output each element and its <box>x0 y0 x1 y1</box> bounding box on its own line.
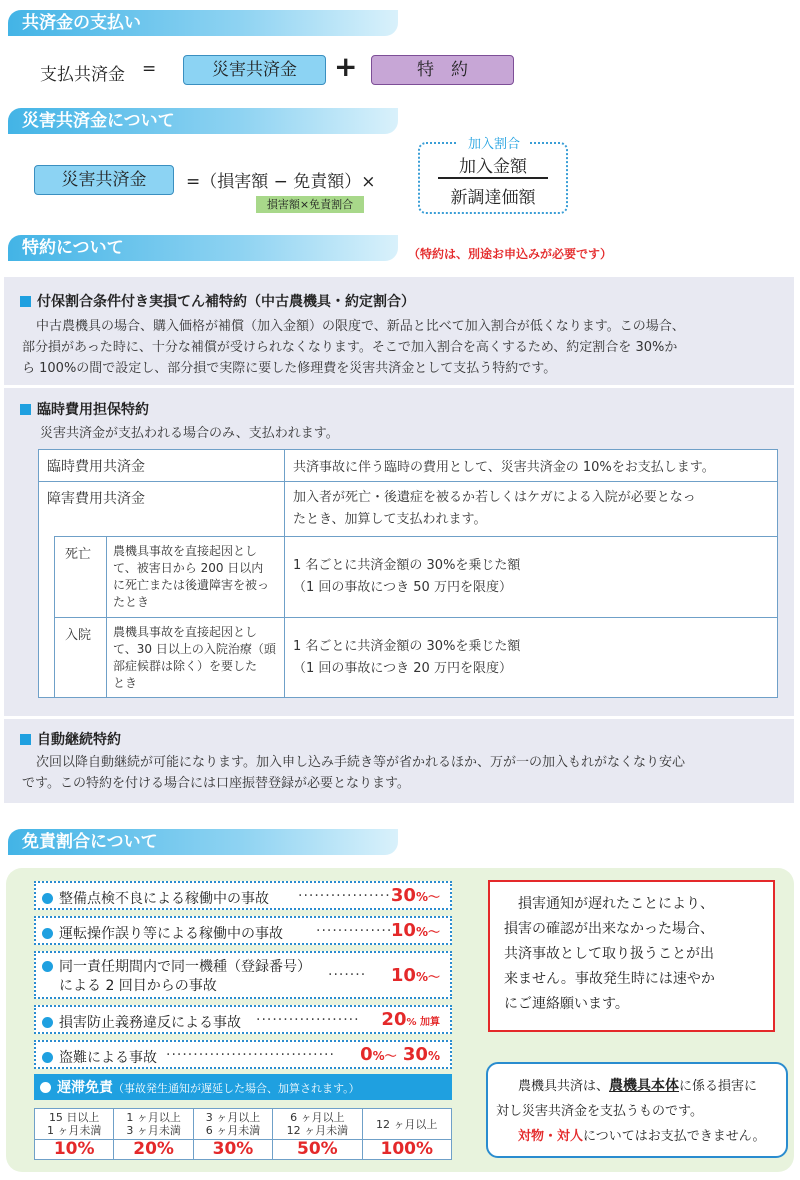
item-body <box>22 752 685 794</box>
cell-line: 部症候群は除く）を要した <box>113 658 258 673</box>
dot-bullet-icon <box>42 961 53 972</box>
dotted-leader: ·············· <box>316 923 393 939</box>
section-header-payment: 共済金の支払い <box>8 10 398 36</box>
pct-value: 10 <box>390 920 416 941</box>
deductible-row <box>34 1005 452 1034</box>
row-label-text: による 2 回目からの事故 <box>59 978 217 994</box>
notice-line: 共済事故として取り扱うことが出 <box>504 946 714 962</box>
deductible-row <box>34 916 452 945</box>
panel-divider <box>4 385 794 388</box>
cell-line: （1 回の事故につき 20 万円を限度） <box>293 660 512 676</box>
row-label <box>42 1012 241 1032</box>
cell-line: 農機具事故を直接起因とし <box>113 544 258 558</box>
late-title: 遅滞免責 <box>57 1080 113 1096</box>
formula-subnote: 損害額×免責割合 <box>256 196 364 213</box>
body-line: 部分損があった時に、十分な補償が受けられなくなります。そこで加入割合を高くするため、約定割合を 30%か <box>22 340 678 355</box>
pct-value: 30 <box>390 885 416 906</box>
table-row <box>39 450 778 482</box>
item-title <box>20 729 121 749</box>
formula-text: =（損害額 − 免責額）× <box>186 172 376 192</box>
table-cell <box>285 537 778 618</box>
late-notice-bar <box>34 1074 452 1100</box>
item-intro: 災害共済金が支払われる場合のみ、支払われます。 <box>40 426 339 441</box>
late-table <box>34 1108 452 1160</box>
info-line: 農機具共済は、農機具本体に係る損害に <box>518 1078 758 1094</box>
item-title-text: 付保割合条件付き実損てん補特約（中古農機具・約定割合） <box>37 294 415 310</box>
pct-unit: % 加算 <box>406 1017 440 1028</box>
deductible-pct <box>391 920 440 941</box>
panel-divider <box>4 716 794 719</box>
pct-value: 30 <box>402 1044 428 1065</box>
table-cell: 入院 <box>55 618 107 698</box>
value-cell: 10% <box>35 1140 114 1160</box>
item-title <box>20 291 415 311</box>
pct-value: 10 <box>390 965 416 986</box>
table-cell: 障害費用共済金 <box>39 482 285 537</box>
cell-line: たとき <box>113 595 150 609</box>
cell-line: て、被害日から 200 日以内 <box>113 561 264 575</box>
value-cell: 30% <box>193 1140 272 1160</box>
dotted-leader: ······· <box>328 967 367 983</box>
table-row <box>35 1140 452 1160</box>
table-cell <box>285 482 778 537</box>
body-line: ら 100%の間で設定し、部分損で実際に要した修理費を災害共済金として支払う特約です。 <box>22 361 557 376</box>
square-bullet-icon <box>20 734 31 745</box>
period-cell: 1 ヶ月以上 3 ヶ月未満 <box>114 1109 193 1140</box>
row-label <box>42 888 269 908</box>
cell-line: たとき、加算して支払われます。 <box>293 512 487 527</box>
body-line: です。この特約を付ける場合には口座振替登録が必要となります。 <box>22 776 410 791</box>
table-cell: 共済事故に伴う臨時の費用として、災害共済金の 10%をお支払します。 <box>285 450 778 482</box>
value-cell: 20% <box>114 1140 193 1160</box>
disaster-payout-formula-box: 災害共済金 <box>34 165 174 195</box>
special-terms-box: 特 約 <box>371 55 514 85</box>
pct-unit: %〜 <box>415 970 440 984</box>
table-row <box>39 618 778 698</box>
special-terms-note: （特約は、別途お申込みが必要です） <box>408 247 613 261</box>
table-row <box>39 482 778 537</box>
period-cell: 15 日以上 1 ヶ月未満 <box>35 1109 114 1140</box>
cell-line: て、30 日以上の入院治療（頭 <box>113 641 276 656</box>
body-line: 中古農機具の場合、購入価格が補償（加入金額）の限度で、新品と比べて加入割合が低くなります。この場合、 <box>36 319 685 334</box>
row-label-text: 盗難による事故 <box>59 1050 157 1066</box>
table-cell <box>285 618 778 698</box>
disaster-payout-box: 災害共済金 <box>183 55 326 85</box>
deductible-pct <box>391 885 440 906</box>
value-cell: 50% <box>273 1140 362 1160</box>
row-label <box>42 923 283 943</box>
dot-bullet-icon <box>40 1082 51 1093</box>
cell-line: 1 名ごとに共済金額の 30%を乗じた額 <box>293 638 521 654</box>
cell-line: に死亡または後遺障害を被っ <box>113 578 270 592</box>
late-warning-box <box>488 880 775 1032</box>
value-cell: 100% <box>362 1140 451 1160</box>
row-label-text: 損害防止義務違反による事故 <box>59 1015 241 1031</box>
period-cell: 3 ヶ月以上 6 ヶ月未満 <box>193 1109 272 1140</box>
info-line: 対物・対人についてはお支払できません。 <box>518 1129 766 1144</box>
period-cell: 12 ヶ月以上 <box>362 1109 451 1140</box>
dotted-leader: ······························· <box>166 1047 335 1063</box>
notice-line: 損害通知が遅れたことにより、 <box>518 896 714 912</box>
indent-cell <box>39 537 55 618</box>
equals-sign: = <box>142 59 157 79</box>
table-cell <box>107 537 285 618</box>
deductible-pct <box>360 1044 440 1065</box>
dot-bullet-icon <box>42 1052 53 1063</box>
notice-line: 損害の確認が出来なかった場合、 <box>504 921 714 937</box>
pct-unit: %〜 <box>372 1049 397 1063</box>
dot-bullet-icon <box>42 893 53 904</box>
row-label-text: 同一責任期間内で同一機種（登録番号） <box>59 959 311 975</box>
table-cell: 臨時費用共済金 <box>39 450 285 482</box>
section-header-disaster: 災害共済金について <box>8 108 398 134</box>
pct-unit: % <box>427 1049 440 1063</box>
notice-line: 来ません。事故発生時には速やか <box>504 971 715 987</box>
item-title-text: 自動継続特約 <box>37 732 121 748</box>
dot-bullet-icon <box>42 1017 53 1028</box>
dotted-leader: ················· <box>298 888 391 904</box>
row-label <box>42 958 311 996</box>
info-line: 対し災害共済金を支払うものです。 <box>496 1104 703 1119</box>
cell-line: 農機具事故を直接起因とし <box>113 624 258 639</box>
deductible-row <box>34 951 452 999</box>
cell-line: （1 回の事故につき 50 万円を限度） <box>293 580 512 595</box>
pct-unit: %〜 <box>415 890 440 904</box>
temp-cost-table <box>38 449 778 698</box>
notice-line: にご連絡願います。 <box>504 996 629 1012</box>
body-line: 次回以降自動継続が可能になります。加入申し込み手続き等が省かれるほか、万が一の加入もれがなくなり安心 <box>36 755 685 770</box>
row-label <box>42 1047 157 1067</box>
deductible-row <box>34 881 452 910</box>
plus-sign: + <box>334 50 358 83</box>
pct-value: 20 <box>381 1009 407 1030</box>
cell-line: 加入者が死亡・後遺症を被るか若しくはケガによる入院が必要となっ <box>293 490 696 505</box>
section-header-deductible: 免責割合について <box>8 829 398 855</box>
cell-line: 1 名ごとに共済金額の 30%を乗じた額 <box>293 558 521 573</box>
ratio-numerator: 加入金額 <box>459 157 527 177</box>
indent-cell <box>39 618 55 698</box>
row-label-text: 運転操作誤り等による稼働中の事故 <box>59 926 283 942</box>
deductible-row <box>34 1040 452 1069</box>
deductible-pct <box>381 1009 440 1030</box>
table-row <box>35 1109 452 1140</box>
payment-lhs: 支払共済金 <box>40 65 125 85</box>
square-bullet-icon <box>20 404 31 415</box>
item-title-text: 臨時費用担保特約 <box>37 402 149 418</box>
dot-bullet-icon <box>42 928 53 939</box>
ratio-denominator: 新調達価額 <box>450 188 536 208</box>
dotted-leader: ··················· <box>256 1012 360 1028</box>
table-row <box>39 537 778 618</box>
ratio-label: 加入割合 <box>458 133 530 152</box>
section-header-special-terms: 特約について <box>8 235 398 261</box>
square-bullet-icon <box>20 296 31 307</box>
period-cell: 6 ヶ月以上 12 ヶ月未満 <box>273 1109 362 1140</box>
pct-unit: %〜 <box>415 925 440 939</box>
late-note: （事故発生通知が遅延した場合、加算されます。） <box>113 1082 360 1095</box>
table-cell: 死亡 <box>55 537 107 618</box>
table-cell <box>107 618 285 698</box>
fraction-line <box>438 177 548 179</box>
row-label-text: 整備点検不良による稼働中の事故 <box>59 891 269 907</box>
deductible-pct <box>391 965 440 986</box>
item-title <box>20 399 149 419</box>
pct-value: 0 <box>360 1044 373 1065</box>
item-body <box>22 316 685 379</box>
cell-line: とき <box>113 675 138 690</box>
coverage-info-box <box>486 1062 788 1158</box>
